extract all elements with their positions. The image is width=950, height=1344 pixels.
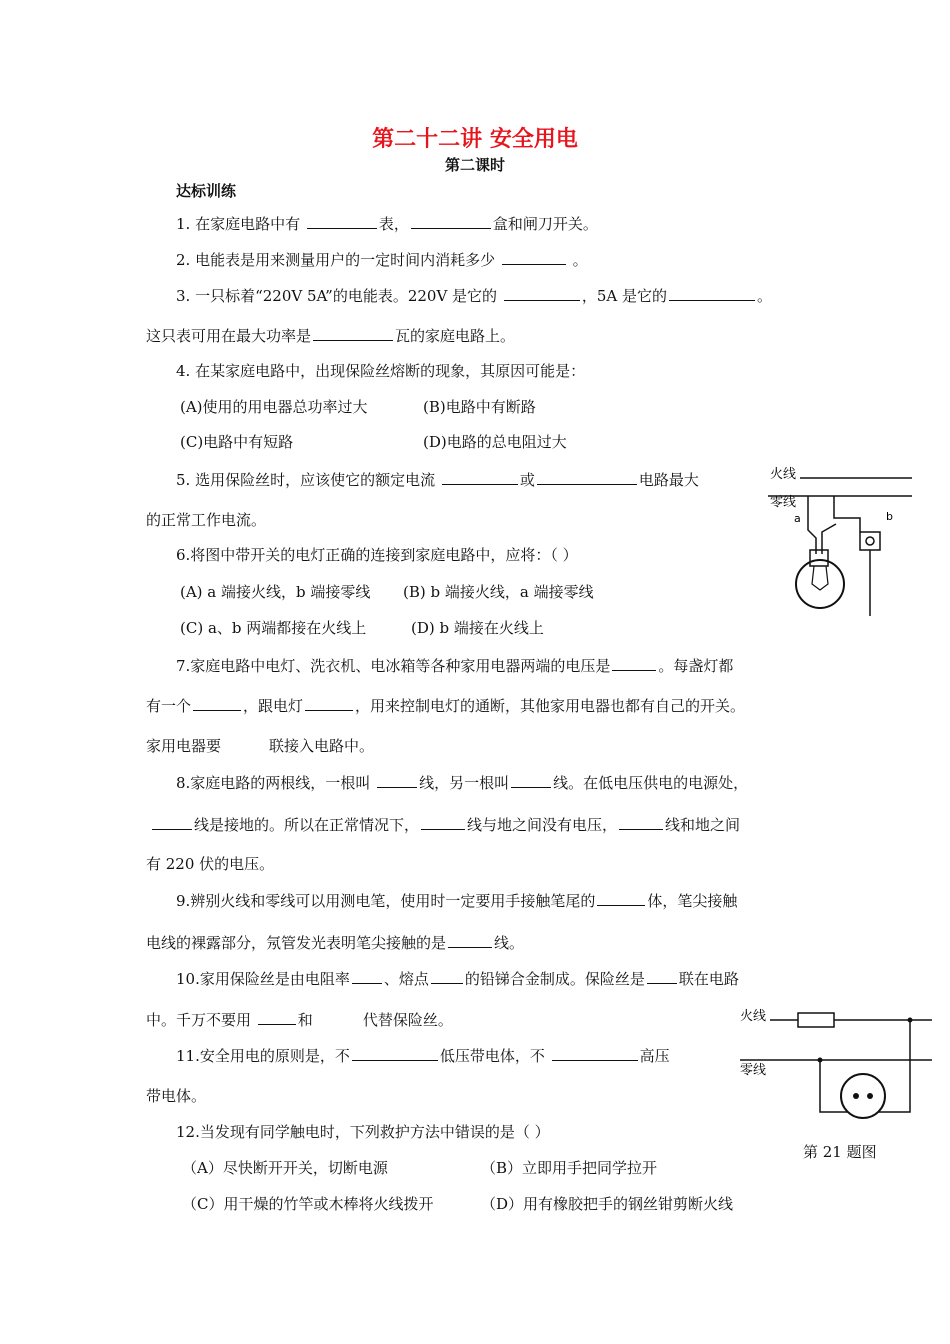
- question-11-line-2: 带电体。: [146, 1087, 207, 1105]
- answer-blank[interactable]: [647, 968, 677, 984]
- question-9: [176, 890, 737, 911]
- question-2-text-a: 2. 电能表是用来测量用户的一定时间内消耗多少: [176, 251, 496, 269]
- question-9-text-a: 9.辨别火线和零线可以用测电笔，使用时一定要用手接触笔尾的: [176, 892, 596, 910]
- question-7-text-c: 有一个: [146, 697, 192, 715]
- question-8-text-b: 线，另一根叫: [419, 774, 510, 792]
- answer-blank[interactable]: [152, 814, 192, 830]
- question-3-text-a: 3. 一只标着“220V 5A”的电能表。220V 是它的: [176, 287, 498, 305]
- question-10-text-e: 中。千万不要用: [146, 1011, 252, 1029]
- answer-blank[interactable]: [307, 213, 377, 229]
- question-6-option-b[interactable]: (B) b 端接火线，a 端接零线: [403, 583, 594, 601]
- question-1-text-c: 盒和闸刀开关。: [492, 215, 598, 233]
- question-7-line-3: [146, 736, 374, 756]
- question-8-line-2: [146, 814, 740, 835]
- question-11-text-c: 高压: [639, 1047, 670, 1065]
- answer-blank[interactable]: [502, 249, 566, 265]
- question-12-stem: 12.当发现有同学触电时，下列救护方法中错误的是（ ）: [176, 1123, 550, 1141]
- question-10-text-a: 10.家用保险丝是由电阻率: [176, 970, 350, 988]
- question-1-text-b: 表，: [378, 215, 409, 233]
- question-7-text-f: 家用电器要: [146, 737, 222, 755]
- question-4-option-a[interactable]: (A)使用的用电器总功率过大: [180, 398, 368, 416]
- question-3-text-b: ，5A 是它的: [581, 287, 667, 305]
- question-8: [176, 772, 748, 793]
- question-1-text-a: 1. 在家庭电路中有: [176, 215, 301, 233]
- question-1: [176, 213, 598, 234]
- answer-blank[interactable]: [377, 772, 417, 788]
- question-6-option-c[interactable]: (C) a、b 两端都接在火线上: [180, 619, 367, 637]
- question-11-text-b: 低压带电体，不: [439, 1047, 545, 1065]
- question-8-line-3: 有 220 伏的电压。: [146, 855, 275, 873]
- answer-blank[interactable]: [442, 469, 518, 485]
- answer-blank[interactable]: [669, 285, 755, 301]
- figure-2-neutral-label: 零线: [740, 1063, 767, 1078]
- question-3-text-c: 。: [757, 287, 773, 305]
- socket-icon: [841, 1074, 885, 1118]
- figure-1-live-label: 火线: [770, 467, 797, 482]
- fuse-icon: [798, 1013, 834, 1027]
- lamp-circuit-figure: [764, 458, 916, 618]
- question-3: [176, 285, 772, 306]
- question-8-text-f: 线和地之间: [665, 816, 741, 834]
- question-5-text-b: 或: [519, 471, 535, 489]
- question-11: [176, 1045, 670, 1066]
- question-7-text-a: 7.家庭电路中电灯、洗衣机、电冰箱等各种家用电器两端的电压是: [176, 657, 611, 675]
- answer-blank[interactable]: [537, 469, 637, 485]
- question-4-option-b[interactable]: (B)电路中有断路: [423, 398, 536, 416]
- question-7-text-e: ，用来控制电灯的通断，其他家用电器也都有自己的开关。: [355, 697, 746, 715]
- page-subtitle: 第二课时: [444, 156, 505, 174]
- terminal-a-label: a: [794, 512, 801, 525]
- question-4-option-d[interactable]: (D)电路的总电阻过大: [423, 433, 567, 451]
- question-5-text-a: 5. 选用保险丝时，应该使它的额定电流: [176, 471, 436, 489]
- bulb-icon: [796, 560, 844, 608]
- question-10: [176, 968, 739, 989]
- answer-blank[interactable]: [612, 655, 656, 671]
- question-9-text-b: 体，笔尖接触: [647, 892, 738, 910]
- question-9-line-2: [146, 932, 524, 953]
- question-10-line-2: [146, 1009, 453, 1030]
- answer-blank[interactable]: [448, 932, 492, 948]
- question-7: [176, 655, 733, 676]
- answer-blank[interactable]: [504, 285, 580, 301]
- figure-2-live-label: 火线: [740, 1009, 767, 1024]
- question-7-line-2: [146, 695, 745, 716]
- question-4-stem: 4. 在某家庭电路中，出现保险丝熔断的现象，其原因可能是：: [176, 362, 586, 380]
- question-2: [176, 249, 588, 270]
- answer-blank[interactable]: [431, 968, 463, 984]
- question-3-text-d: 这只表可用在最大功率是: [146, 327, 312, 345]
- question-4-option-c[interactable]: (C)电路中有短路: [180, 433, 294, 451]
- question-12-option-d[interactable]: （D）用有橡胶把手的钢丝钳剪断火线: [481, 1195, 734, 1213]
- question-5: [176, 469, 699, 490]
- question-7-text-d: ，跟电灯: [243, 697, 304, 715]
- question-8-text-c: 线。在低电压供电的电源处，: [553, 774, 749, 792]
- question-8-text-e: 线与地之间没有电压，: [467, 816, 618, 834]
- question-3-text-e: 瓦的家庭电路上。: [395, 327, 516, 345]
- answer-blank[interactable]: [352, 968, 382, 984]
- question-7-text-g: 联接入电路中。: [269, 737, 375, 755]
- figure-1-neutral-label: 零线: [770, 495, 797, 510]
- question-9-text-c: 电线的裸露部分，氖管发光表明笔尖接触的是: [146, 934, 447, 952]
- question-12-option-a[interactable]: （A）尽快断开开关，切断电源: [182, 1159, 388, 1177]
- question-7-text-b: 。每盏灯都: [658, 657, 734, 675]
- question-8-text-d: 线是接地的。所以在正常情况下，: [194, 816, 420, 834]
- question-3-line-2: [146, 325, 515, 346]
- answer-blank[interactable]: [258, 1009, 296, 1025]
- answer-blank[interactable]: [305, 695, 353, 711]
- answer-blank[interactable]: [597, 890, 645, 906]
- answer-blank[interactable]: [193, 695, 241, 711]
- question-11-text-a: 11.安全用电的原则是，不: [176, 1047, 350, 1065]
- page-title: 第二十二讲 安全用电: [372, 127, 578, 152]
- question-10-text-c: 的铅锑合金制成。保险丝是: [464, 970, 645, 988]
- answer-blank[interactable]: [619, 814, 663, 830]
- question-6-option-d[interactable]: (D) b 端接在火线上: [411, 619, 544, 637]
- question-8-text-a: 8.家庭电路的两根线，一根叫: [176, 774, 371, 792]
- question-2-text-b: 。: [572, 251, 588, 269]
- question-12-option-b[interactable]: （B）立即用手把同学拉开: [481, 1159, 658, 1177]
- answer-blank[interactable]: [352, 1045, 438, 1061]
- question-9-text-d: 线。: [494, 934, 525, 952]
- answer-blank[interactable]: [411, 213, 491, 229]
- question-10-text-d: 联在电路: [678, 970, 739, 988]
- question-5-line-2: 的正常工作电流。: [146, 511, 267, 529]
- question-12-option-c[interactable]: （C）用干燥的竹竿或木棒将火线拨开: [182, 1195, 434, 1213]
- question-6-stem: 6.将图中带开关的电灯正确的连接到家庭电路中，应将：（ ）: [176, 546, 578, 564]
- answer-blank[interactable]: [552, 1045, 638, 1061]
- answer-blank[interactable]: [421, 814, 465, 830]
- question-10-text-f: 和: [297, 1011, 313, 1029]
- question-10-text-g: 代替保险丝。: [362, 1011, 453, 1029]
- socket-circuit-figure: [736, 1000, 936, 1132]
- question-6-option-a[interactable]: (A) a 端接火线，b 端接零线: [180, 583, 371, 601]
- answer-blank[interactable]: [313, 325, 393, 341]
- question-5-text-c: 电路最大: [638, 471, 699, 489]
- answer-blank[interactable]: [511, 772, 551, 788]
- section-heading: 达标训练: [176, 182, 237, 200]
- switch-icon: [860, 532, 880, 550]
- lamp-holder: [810, 550, 828, 566]
- figure-caption: 第 21 题图: [803, 1143, 877, 1161]
- question-10-text-b: 、熔点: [383, 970, 429, 988]
- terminal-b-label: b: [886, 510, 893, 523]
